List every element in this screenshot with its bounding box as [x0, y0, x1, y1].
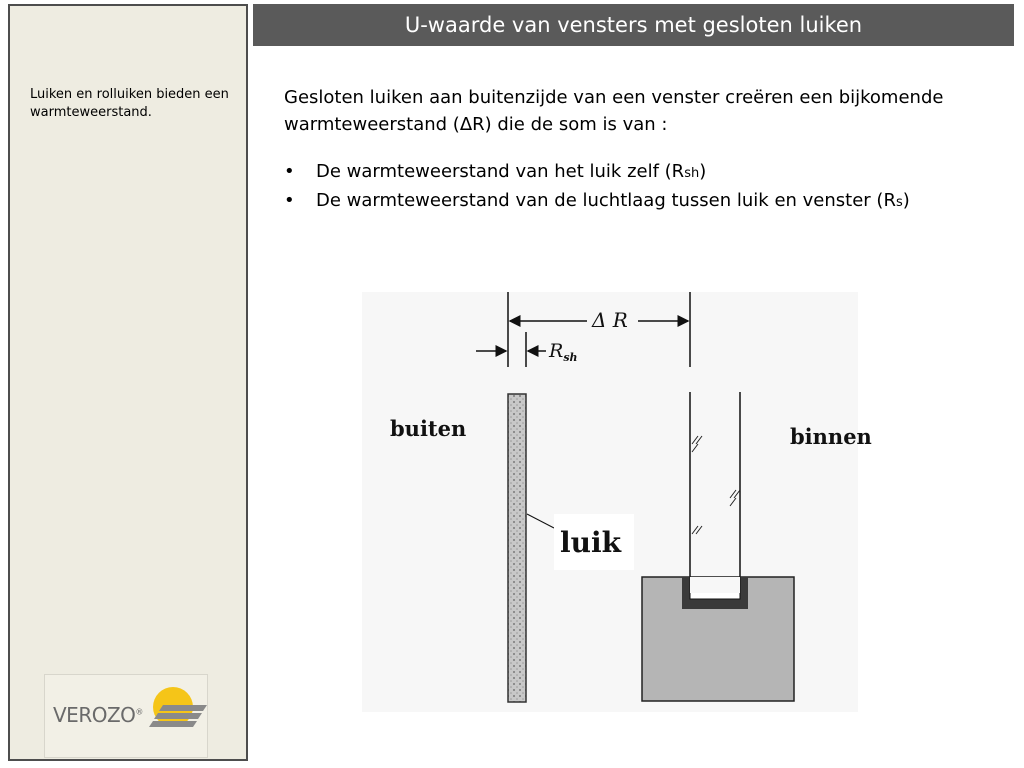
shutter-label: luik — [560, 526, 622, 559]
slide-title-bar — [253, 4, 1014, 46]
verozo-logo — [44, 674, 208, 758]
bullet-list — [284, 158, 984, 216]
glazing-slot-top — [690, 577, 740, 593]
sidebar-panel — [8, 4, 248, 761]
bullet-item: • De warmteweerstand van het luik zelf (Rsh) — [284, 158, 984, 187]
shutter-diagram-svg — [362, 292, 872, 712]
shutter-panel — [508, 394, 526, 702]
rsh-label: $R_{sh}$ — [549, 340, 578, 364]
logo-text: VEROZO® — [53, 703, 143, 727]
bullet-item: • De warmteweerstand van de luchtlaag tussen luik en venster (Rs) — [284, 187, 984, 216]
sidebar-text: Luiken en rolluiken bieden een warmteweerstand. — [30, 87, 229, 120]
intro-text: Gesloten luiken aan buitenzijde van een venster creëren een bijkomende warmteweerstand (ΔR) die de som is van : — [284, 87, 944, 135]
outside-label: buiten — [390, 416, 467, 441]
slide-content — [284, 84, 984, 216]
slide-title: U-waarde van vensters met gesloten luiken — [404, 13, 863, 37]
inside-label: binnen — [790, 424, 872, 449]
logo-stripes-icon — [149, 703, 209, 737]
shutter-diagram — [362, 292, 872, 712]
delta-r-label: Δ R — [592, 308, 628, 332]
